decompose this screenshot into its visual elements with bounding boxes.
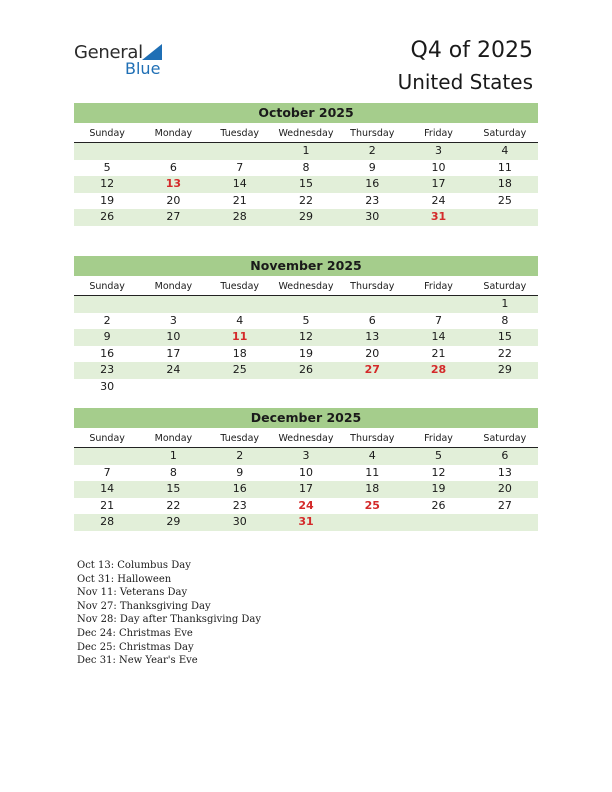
date-cell: 21 bbox=[431, 346, 446, 360]
week-row bbox=[74, 193, 538, 210]
date-cell: 9 bbox=[236, 465, 244, 479]
week-row bbox=[74, 514, 538, 531]
logo-blue-text: Blue bbox=[125, 59, 161, 78]
date-cell: 17 bbox=[298, 482, 313, 495]
date-cell: 21 bbox=[100, 498, 115, 512]
date-cell: 6 bbox=[368, 313, 376, 327]
weekday-label: Saturday bbox=[483, 281, 527, 292]
weekday-label: Sunday bbox=[89, 128, 125, 139]
date-cell: 19 bbox=[298, 346, 313, 360]
date-cell: 22 bbox=[166, 498, 181, 512]
date-cell: 16 bbox=[100, 346, 115, 360]
date-cell bbox=[140, 143, 206, 160]
date-cell: 1 bbox=[169, 449, 177, 462]
holiday-list-item: Oct 13: Columbus Day bbox=[77, 560, 191, 571]
date-cell: 27 bbox=[166, 210, 181, 223]
date-cell: 14 bbox=[232, 177, 247, 190]
date-cell bbox=[273, 379, 339, 396]
month-calendar-october bbox=[74, 103, 538, 226]
holiday-date-cell: 27 bbox=[364, 363, 380, 376]
date-cell: 3 bbox=[302, 449, 310, 462]
date-cell bbox=[74, 143, 140, 160]
week-row bbox=[74, 346, 538, 363]
weekday-label: Tuesday bbox=[220, 128, 260, 139]
weekday-label: Saturday bbox=[483, 128, 527, 139]
date-cell: 24 bbox=[431, 193, 446, 207]
date-cell: 26 bbox=[100, 210, 115, 223]
date-cell: 23 bbox=[100, 363, 115, 376]
holiday-date-cell: 31 bbox=[298, 515, 314, 528]
date-cell bbox=[405, 296, 471, 313]
month-calendar-november bbox=[74, 256, 538, 395]
date-cell: 8 bbox=[302, 160, 310, 174]
date-cell: 3 bbox=[169, 313, 177, 327]
date-cell: 29 bbox=[166, 515, 181, 528]
date-cell: 23 bbox=[365, 193, 380, 207]
date-cell: 1 bbox=[501, 297, 509, 310]
date-cell bbox=[74, 448, 140, 465]
weekday-header-row bbox=[74, 279, 538, 296]
brand-logo bbox=[74, 42, 184, 78]
week-row bbox=[74, 448, 538, 465]
date-cell: 23 bbox=[232, 498, 247, 512]
holiday-date-cell: 13 bbox=[165, 177, 182, 190]
date-cell: 12 bbox=[100, 177, 115, 190]
date-cell: 30 bbox=[232, 515, 247, 528]
date-cell: 7 bbox=[103, 465, 111, 479]
weekday-label: Friday bbox=[424, 281, 453, 292]
date-cell: 18 bbox=[232, 346, 247, 360]
date-cell: 11 bbox=[365, 465, 380, 479]
date-cell: 9 bbox=[103, 330, 111, 343]
date-cell: 2 bbox=[236, 449, 244, 462]
holiday-date-cell: 25 bbox=[364, 498, 380, 512]
date-cell bbox=[207, 379, 273, 396]
week-row bbox=[74, 362, 538, 379]
date-cell: 6 bbox=[169, 160, 177, 174]
date-cell: 20 bbox=[497, 482, 512, 495]
date-cell: 10 bbox=[298, 465, 313, 479]
month-title: October 2025 bbox=[74, 103, 538, 123]
weekday-label: Monday bbox=[154, 281, 193, 292]
date-cell bbox=[140, 296, 206, 313]
page-title: Q4 of 2025 bbox=[410, 38, 533, 63]
date-cell: 22 bbox=[298, 193, 313, 207]
weekday-label: Tuesday bbox=[220, 281, 260, 292]
date-cell: 9 bbox=[368, 160, 376, 174]
date-cell: 18 bbox=[497, 177, 512, 190]
logo-general-text: General bbox=[74, 42, 143, 63]
date-cell bbox=[472, 514, 538, 531]
week-row bbox=[74, 498, 538, 515]
holiday-date-cell: 28 bbox=[430, 363, 447, 376]
date-cell: 8 bbox=[501, 313, 509, 327]
date-cell: 5 bbox=[435, 449, 443, 462]
holiday-list-item: Nov 28: Day after Thanksgiving Day bbox=[77, 614, 262, 626]
date-cell: 17 bbox=[431, 177, 446, 190]
weekday-label: Wednesday bbox=[278, 281, 334, 292]
date-cell: 14 bbox=[431, 330, 446, 343]
weekday-label: Sunday bbox=[89, 433, 125, 444]
date-cell: 2 bbox=[368, 144, 376, 157]
logo-triangle-icon bbox=[142, 44, 162, 60]
date-cell bbox=[472, 209, 538, 226]
date-cell: 26 bbox=[431, 498, 446, 512]
date-cell: 12 bbox=[431, 465, 446, 479]
date-cell: 22 bbox=[497, 346, 512, 360]
date-cell: 10 bbox=[431, 160, 446, 174]
date-cell: 29 bbox=[497, 363, 512, 376]
date-cell bbox=[339, 514, 405, 531]
date-cell: 5 bbox=[302, 313, 310, 327]
weekday-label: Sunday bbox=[89, 281, 125, 292]
month-title: December 2025 bbox=[74, 408, 538, 428]
weekday-header-row bbox=[74, 431, 538, 448]
week-row bbox=[74, 481, 538, 498]
holiday-list bbox=[77, 559, 261, 668]
date-cell bbox=[74, 296, 140, 313]
date-cell bbox=[207, 296, 273, 313]
date-cell bbox=[405, 514, 471, 531]
date-cell bbox=[405, 379, 471, 396]
date-cell: 4 bbox=[501, 144, 509, 157]
holiday-date-cell: 24 bbox=[298, 498, 314, 512]
country-name: United States bbox=[397, 70, 533, 94]
date-cell: 3 bbox=[435, 144, 443, 157]
date-cell: 30 bbox=[365, 210, 380, 223]
date-cell: 6 bbox=[501, 449, 509, 462]
date-cell: 25 bbox=[232, 363, 247, 376]
holiday-list-item: Nov 11: Veterans Day bbox=[77, 587, 188, 599]
date-cell bbox=[339, 379, 405, 396]
date-cell: 19 bbox=[100, 193, 115, 207]
date-cell bbox=[140, 379, 206, 396]
weekday-label: Thursday bbox=[350, 433, 395, 444]
date-cell: 5 bbox=[103, 160, 111, 174]
date-cell: 27 bbox=[497, 498, 512, 512]
date-cell: 24 bbox=[166, 363, 181, 376]
holiday-list-item: Dec 24: Christmas Eve bbox=[77, 627, 193, 639]
date-cell: 26 bbox=[298, 363, 313, 376]
weekday-label: Tuesday bbox=[220, 433, 260, 444]
holiday-date-cell: 11 bbox=[232, 330, 248, 343]
date-cell: 10 bbox=[166, 330, 181, 343]
date-cell: 11 bbox=[497, 160, 512, 174]
date-cell: 19 bbox=[431, 482, 446, 495]
date-cell: 15 bbox=[497, 330, 512, 343]
date-cell: 28 bbox=[232, 210, 247, 223]
weekday-label: Monday bbox=[154, 433, 193, 444]
date-cell: 15 bbox=[166, 482, 181, 495]
month-calendar-december bbox=[74, 408, 538, 531]
holiday-list-item: Nov 27: Thanksgiving Day bbox=[77, 600, 211, 612]
date-cell: 13 bbox=[365, 330, 380, 343]
holiday-list-item: Dec 31: New Year's Eve bbox=[77, 655, 198, 667]
date-cell: 13 bbox=[497, 465, 512, 479]
month-title: November 2025 bbox=[74, 256, 538, 276]
date-cell: 4 bbox=[236, 313, 244, 327]
date-cell: 12 bbox=[298, 330, 313, 343]
week-row bbox=[74, 379, 538, 396]
week-row bbox=[74, 209, 538, 226]
week-row bbox=[74, 176, 538, 193]
weekday-label: Friday bbox=[424, 433, 453, 444]
weekday-label: Wednesday bbox=[278, 433, 334, 444]
date-cell: 28 bbox=[100, 515, 115, 528]
date-cell: 7 bbox=[236, 160, 244, 174]
date-cell: 18 bbox=[365, 482, 380, 495]
date-cell: 16 bbox=[365, 177, 380, 190]
week-row bbox=[74, 313, 538, 330]
date-cell bbox=[339, 296, 405, 313]
weekday-label: Monday bbox=[154, 128, 193, 139]
date-cell bbox=[273, 296, 339, 313]
date-cell: 4 bbox=[368, 449, 376, 462]
week-row bbox=[74, 143, 538, 160]
weekday-label: Saturday bbox=[483, 433, 527, 444]
date-cell: 1 bbox=[302, 144, 310, 157]
holiday-date-cell: 31 bbox=[430, 210, 447, 223]
date-cell: 8 bbox=[169, 465, 177, 479]
weekday-label: Thursday bbox=[350, 128, 395, 139]
holiday-list-item: Dec 25: Christmas Day bbox=[77, 641, 194, 653]
date-cell: 2 bbox=[103, 313, 111, 327]
date-cell: 21 bbox=[232, 193, 247, 207]
weekday-label: Thursday bbox=[350, 281, 395, 292]
date-cell: 20 bbox=[365, 346, 380, 360]
date-cell bbox=[207, 143, 273, 160]
date-cell: 20 bbox=[166, 193, 181, 207]
weekday-header-row bbox=[74, 126, 538, 143]
holiday-list-item: Oct 31: Halloween bbox=[77, 573, 172, 585]
date-cell: 29 bbox=[298, 210, 313, 223]
date-cell: 30 bbox=[100, 379, 115, 393]
weekday-label: Wednesday bbox=[278, 128, 334, 139]
week-row bbox=[74, 329, 538, 346]
date-cell: 14 bbox=[100, 482, 115, 495]
date-cell: 17 bbox=[166, 346, 181, 360]
week-row bbox=[74, 296, 538, 313]
date-cell: 16 bbox=[232, 482, 247, 495]
weekday-label: Friday bbox=[424, 128, 453, 139]
date-cell: 7 bbox=[435, 313, 443, 327]
date-cell bbox=[472, 379, 538, 396]
date-cell: 25 bbox=[497, 193, 512, 207]
date-cell: 15 bbox=[298, 177, 313, 190]
week-row bbox=[74, 465, 538, 482]
week-row bbox=[74, 160, 538, 177]
